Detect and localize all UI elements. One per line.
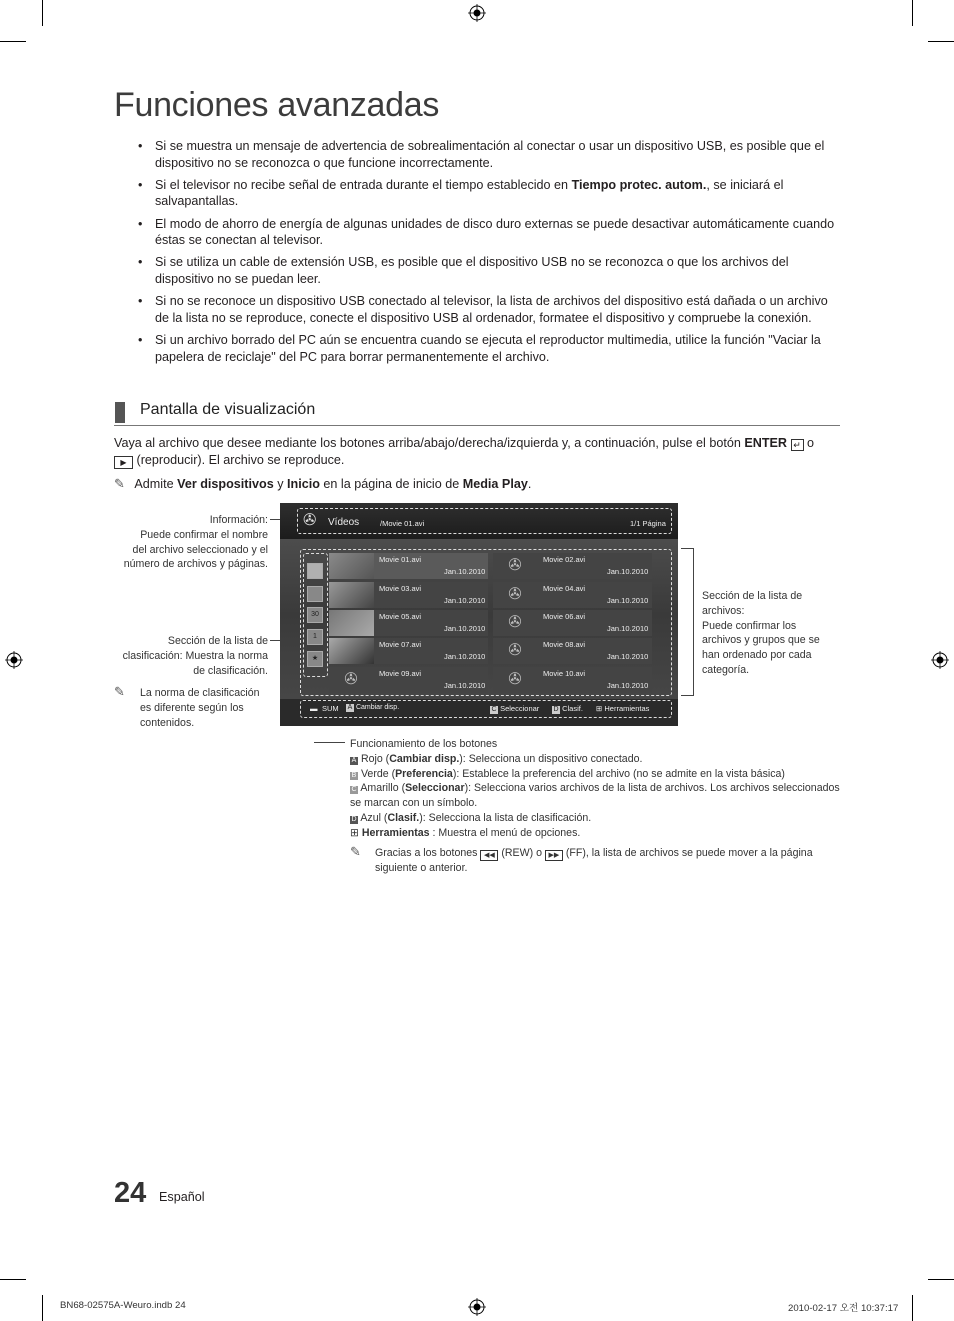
crop-mark bbox=[928, 1279, 954, 1280]
play-icon: ▶ bbox=[114, 456, 133, 469]
crop-mark bbox=[912, 1295, 913, 1321]
note-pencil-icon: ✎ bbox=[114, 684, 125, 699]
list-item: • Si un archivo borrado del PC aún se encuentra cuando se ejecuta el reproductor multimedia, utilice la función "Vaciar la papelera de reciclaje" del PC para borrar permanentemente el archivo. bbox=[138, 332, 840, 365]
page-info: 1/1 Página bbox=[630, 519, 666, 528]
file-item[interactable]: Movie 05.avi Jan.10.2010 bbox=[329, 610, 488, 636]
thumbnail bbox=[329, 638, 374, 664]
tools-icon: ⊞ bbox=[596, 704, 603, 713]
file-item[interactable]: ✇ Movie 10.avi Jan.10.2010 bbox=[493, 667, 652, 693]
language-label: Español bbox=[159, 1190, 205, 1204]
bullet-list bbox=[138, 138, 840, 371]
list-item: • Si el televisor no recibe señal de entrada durante el tiempo establecido en Tiempo protec. autom., se iniciará el salvapantallas. bbox=[138, 177, 840, 210]
star-icon: ★ bbox=[307, 651, 323, 667]
thumbnail bbox=[329, 610, 374, 636]
calendar-icon: 1 bbox=[307, 629, 323, 645]
film-reel-icon: ✇ bbox=[508, 557, 522, 574]
thumbnail bbox=[329, 553, 374, 579]
folder-icon bbox=[307, 563, 323, 579]
crop-mark bbox=[42, 0, 43, 26]
tv-screen bbox=[280, 503, 678, 726]
sort-note: ✎ La norma de clasificación es diferente según los contenidos. bbox=[114, 684, 260, 729]
film-reel-icon: ✇ bbox=[508, 671, 522, 688]
note-pencil-icon: ✎ bbox=[114, 476, 125, 491]
image-icon bbox=[307, 586, 323, 602]
sort-button[interactable]: D Clasif. bbox=[553, 704, 583, 713]
film-reel-icon: ✇ bbox=[303, 512, 317, 529]
footer-file: BN68-02575A-Weuro.indb 24 bbox=[60, 1300, 186, 1311]
tools-button[interactable]: ⊞ Herramientas bbox=[596, 704, 650, 713]
leader-line bbox=[314, 742, 345, 743]
enter-icon: ↵ bbox=[791, 439, 804, 451]
red-button-desc: A Rojo (Cambiar disp.): Selecciona un dispositivo conectado. bbox=[351, 752, 643, 765]
fast-forward-icon: ▶▶ bbox=[545, 850, 563, 861]
section-bar bbox=[115, 402, 125, 423]
footer-date: 2010-02-17 오전 10:37:17 bbox=[788, 1303, 899, 1314]
list-item: • Si se utiliza un cable de extensión USB, es posible que el dispositivo USB no se reconozca o que los archivos del dispositivo no se puedan leer. bbox=[138, 254, 840, 287]
list-item: • Si no se reconoce un dispositivo USB conectado al televisor, la lista de archivos del dispositivo está dañada o un archivo de la lista no se reproduce, conecte el dispositivo USB al ordenador, formatee el dispositivo y compruebe la conexión. bbox=[138, 293, 840, 326]
change-device-button[interactable]: A Cambiar disp. bbox=[347, 704, 400, 711]
file-list-annotation: Sección de la lista de archivos: Puede confirmar los archivos y grupos que se han ordenado por cada categoría. bbox=[702, 590, 820, 676]
device-label: SUM bbox=[322, 704, 339, 713]
yellow-button-desc: C Amarillo (Seleccionar): Selecciona varios archivos de la lista de archivos. Los archivos seleccionados bbox=[351, 782, 840, 795]
film-reel-icon: ✇ bbox=[344, 671, 358, 688]
file-item[interactable]: ✇ Movie 04.avi Jan.10.2010 bbox=[493, 582, 652, 608]
crop-mark bbox=[0, 1279, 26, 1280]
rewind-icon: ◀◀ bbox=[480, 850, 498, 861]
tools-icon: ⊞ bbox=[350, 826, 359, 839]
file-item[interactable]: ✇ Movie 02.avi Jan.10.2010 bbox=[493, 553, 652, 579]
registration-mark-icon bbox=[5, 651, 23, 669]
note-line: ✎ Admite Ver dispositivos y Inicio en la página de inicio de Media Play. bbox=[114, 476, 532, 491]
buttons-description: Funcionamiento de los botones A Rojo (Cambiar disp.): Selecciona un dispositivo conectado. B Verde (Preferencia): Establece la preferencia del archivo (no se admite en la vista básica) C Amarillo (Seleccionar): Selecciona varios archivos de la lista de archivos. Los archivos seleccionados se marcan con un símbolo. D Azul (Clasif.): Selecciona la lista de clasificación. ⊞ Herramientas : Muestra el menú de opciones. bbox=[350, 738, 840, 839]
intro-paragraph: Vaya al archivo que desee mediante los botones arriba/abajo/derecha/izquierda y, a continuación, pulse el botón ENTER ↵ o ▶ (reproducir). El archivo se reproduce. bbox=[114, 436, 815, 467]
file-item[interactable]: Movie 03.avi Jan.10.2010 bbox=[329, 582, 488, 608]
category-label: Vídeos bbox=[328, 517, 360, 528]
green-button-desc: B Verde (Preferencia): Establece la preferencia del archivo (no se admite en la vista básica) bbox=[351, 767, 785, 780]
thumbnail bbox=[329, 582, 374, 608]
calendar-icon: 30 bbox=[307, 607, 323, 623]
page-title: Funciones avanzadas bbox=[114, 86, 440, 124]
blue-button-desc: D Azul (Clasif.): Selecciona la lista de clasificación. bbox=[351, 811, 592, 824]
file-item[interactable]: Movie 07.avi Jan.10.2010 bbox=[329, 638, 488, 664]
crop-mark bbox=[42, 1295, 43, 1321]
file-item[interactable]: ✇ Movie 09.avi Jan.10.2010 bbox=[329, 667, 488, 693]
sort-annotation: Sección de la lista de clasificación: Muestra la norma de clasificación. bbox=[122, 635, 268, 677]
page-number: 24 bbox=[114, 1177, 147, 1209]
crop-mark bbox=[928, 41, 954, 42]
usb-icon: ▬ bbox=[310, 704, 318, 713]
rew-ff-note: ✎ Gracias a los botones ◀◀ (REW) o ▶▶ (FF), la lista de archivos se puede mover a la página siguiente o anterior. bbox=[350, 844, 813, 874]
list-item: • Si se muestra un mensaje de advertencia de sobrealimentación al conectar o usar un dispositivo USB, es posible que el dispositivo no se reconozca o que funcione incorrectamente. bbox=[138, 138, 840, 171]
file-list-bracket bbox=[681, 548, 694, 696]
film-reel-icon: ✇ bbox=[508, 642, 522, 659]
file-item[interactable]: ✇ Movie 06.avi Jan.10.2010 bbox=[493, 610, 652, 636]
file-item[interactable]: ✇ Movie 08.avi Jan.10.2010 bbox=[493, 638, 652, 664]
tools-button-desc: ⊞ Herramientas : Muestra el menú de opciones. bbox=[350, 826, 581, 839]
crop-mark bbox=[912, 0, 913, 26]
registration-mark-icon bbox=[931, 651, 949, 669]
section-title: Pantalla de visualización bbox=[140, 401, 316, 418]
select-button[interactable]: C Seleccionar bbox=[491, 704, 540, 713]
info-annotation: Información: Puede confirmar el nombre del archivo seleccionado y el número de archivos y páginas. bbox=[123, 514, 268, 571]
film-reel-icon: ✇ bbox=[508, 614, 522, 631]
section-heading bbox=[114, 399, 840, 426]
crop-mark bbox=[0, 41, 26, 42]
registration-mark-icon bbox=[468, 1298, 486, 1316]
note-pencil-icon: ✎ bbox=[350, 844, 361, 859]
file-path: /Movie 01.avi bbox=[380, 519, 425, 528]
film-reel-icon: ✇ bbox=[508, 586, 522, 603]
registration-mark-icon bbox=[468, 4, 486, 22]
file-item[interactable]: Movie 01.avi Jan.10.2010 bbox=[329, 553, 488, 579]
list-item: • El modo de ahorro de energía de algunas unidades de disco duro externas se puede desactivar automáticamente cuando éstas se conectan al televisor. bbox=[138, 216, 840, 249]
